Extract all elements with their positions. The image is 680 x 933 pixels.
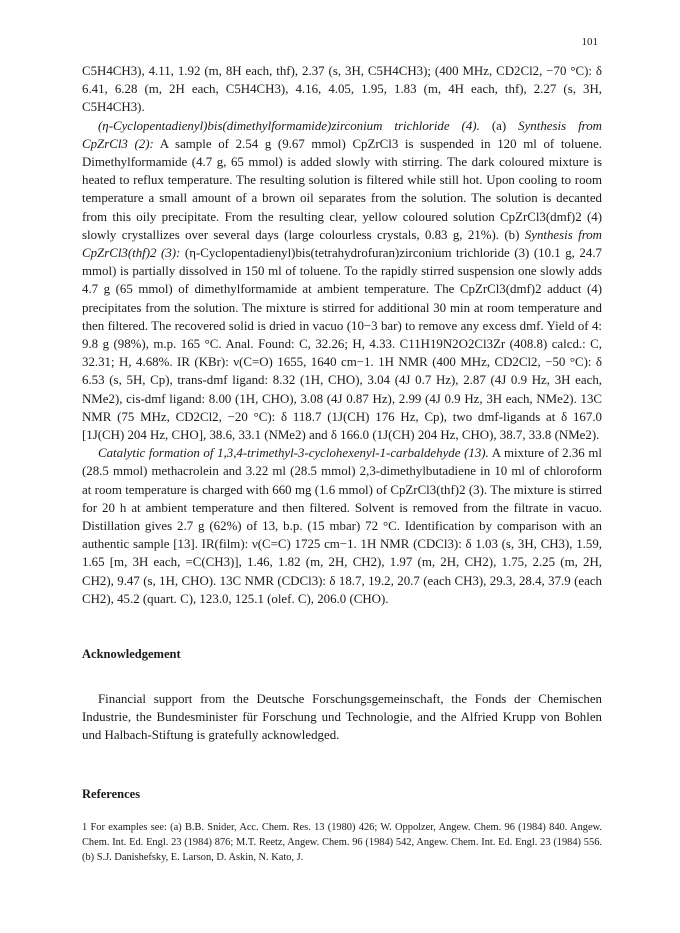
references-heading: References bbox=[82, 787, 141, 801]
catalytic-text: A mixture of 2.36 ml (28.5 mmol) methacrolein and 3.22 ml (28.5 mmol) 2,3-dimethylbutadiene in 10 ml of chloroform at room temperature is charged with 660 mg (1.6 mmol) of CpZrCl3(thf)2 (3). The mixture is stirred for 20 h at ambient temperature and then filtered. Solvent is removed from the filtrate in vacuo. Distillation gives 2.7 g (62%) of 13, b.p. (15 mbar) 72 °C. Identification by comparison with an authentic sample [13]. IR(film): ν(C=C) 1725 cm−1. 1H NMR (CDCl3): δ 1.03 (s, 3H, CH3), 1.59, 1.65 [m, 3H each, =C(CH3)], 1.46, 1.82 (m, 2H, CH2), 1.97 (m, 2H, CH2), 1.75, 2.25 (m, 2H, CH2), 9.47 (s, 1H, CHO). 13C NMR (CDCl3): δ 18.7, 19.2, 20.7 (each CH3), 29.3, 28.4, 37.9 (each CH2), 45.2 (quart. C), 123.0, 125.1 (olef. C), 206.0 (CHO). bbox=[82, 446, 602, 606]
acknowledgement-text: Financial support from the Deutsche Forschungsgemeinschaft, the Fonds der Chemischen Industrie, the Bundesminister für Forschung und Technologie, and the Alfried Krupp von Bohlen und Halbach-Stiftung is gratefully acknowledged. bbox=[82, 692, 602, 743]
experimental-section bbox=[82, 62, 602, 608]
page-number: 101 bbox=[581, 36, 598, 48]
compound-4-title: (η-Cyclopentadienyl)bis(dimethylformamide)zirconium trichloride (4). bbox=[98, 118, 480, 133]
method-b-title: Synthesis from CpZrCl3(thf)2 (3): bbox=[82, 227, 602, 261]
acknowledgement-heading: Acknowledgement bbox=[82, 647, 181, 661]
catalytic-title: Catalytic formation of 1,3,4-trimethyl-3-cyclohexenyl-1-carbaldehyde (13). bbox=[98, 446, 489, 461]
paragraph-compound-3-nmr: C5H4CH3), 4.11, 1.92 (m, 8H each, thf), 2.37 (s, 3H, C5H4CH3); (400 MHz, CD2Cl2, −70 °C): δ 6.41, 6.28 (m, 2H each, C5H4CH3), 4.16, 4.05, 1.95, 1.83 (m, 4H each, thf), 2.27 (s, 3H, C5H4CH3). bbox=[82, 64, 602, 115]
paragraph-catalytic-formation bbox=[82, 444, 602, 608]
method-a-label: (a) bbox=[491, 118, 507, 133]
paragraph-compound-4 bbox=[82, 117, 602, 445]
reference-item-1: 1 For examples see: (a) B.B. Snider, Acc. Chem. Res. 13 (1980) 426; W. Oppolzer, Angew. Chem. 96 (1984) 840. Angew. Chem. Int. Ed. Engl. 23 (1984) 876; M.T. Reetz, Angew. Chem. 96 (1984) 542, Angew. Chem. Int. Ed. Engl. 23 (1984) 556. (b) S.J. Danishefsky, E. Larson, D. Askin, N. Kato, J. bbox=[82, 822, 602, 864]
method-a-title: Synthesis from CpZrCl3 (2): bbox=[82, 118, 602, 151]
method-a-text: A sample of 2.54 g (9.67 mmol) CpZrCl3 is suspended in 120 ml of toluene. Dimethylformamide (4.7 g, 65 mmol) is added slowly with stirring. The dark coloured mixture is heated to reflux temperature. The resulting solution is filtered while still hot. Upon cooling to room temperature a small amount of a brown oil separates from the solution. The solution is decanted from this oily precipitate. From the resulting clear, yellow coloured solution CpZrCl3(dmf)2 (4) slowly crystallizes over several days (large colourless crystals, 0.83 g, 21%). (b) bbox=[82, 136, 603, 242]
method-b-text: (η-Cyclopentadienyl)bis(tetrahydrofuran)zirconium trichloride (3) (10.1 g, 24.7 mmol) is partially dissolved in 150 ml of toluene. To the rapidly stirred suspension one slowly adds 4.7 g (65 mmol) of dimethylformamide at ambient temperature. The CpZrCl3(dmf)2 adduct (4) precipitates from the solution. The mixture is stirred for additional 30 min at room temperature and then filtered. The recovered solid is dried in vacuo (10−3 bar) to remove any excess dmf. Yield of 4: 9.8 g (98%), m.p. 165 °C. Anal. Found: C, 32.26; H, 4.33. C11H19N2O2Cl3Zr (408.8) calcd.: C, 32.31; H, 4.68%. IR (KBr): ν(C=O) 1655, 1640 cm−1. 1H NMR (400 MHz, CD2Cl2, −50 °C): δ 6.53 (s, 5H, Cp), trans-dmf ligand: 8.32 (1H, CHO), 3.04 (4J 0.7 Hz), 2.87 (4J 0.9 Hz, 3H each, NMe2), cis-dmf ligand: 8.00 (1H, CHO), 3.08 (4J 0.87 Hz), 2.99 (4J 0.9 Hz, 3H each, NMe2). 13C NMR (75 MHz, CD2Cl2, −20 °C): δ 118.7 (1J(CH) 176 Hz, Cp), two dmf-ligands at δ 167.0 [1J(CH) 204 Hz, CHO], 38.6, 33.1 (NMe2) and δ 166.0 (1J(CH) 204 Hz, CHO), 38.7, 33.8 (NMe2). bbox=[82, 246, 603, 443]
